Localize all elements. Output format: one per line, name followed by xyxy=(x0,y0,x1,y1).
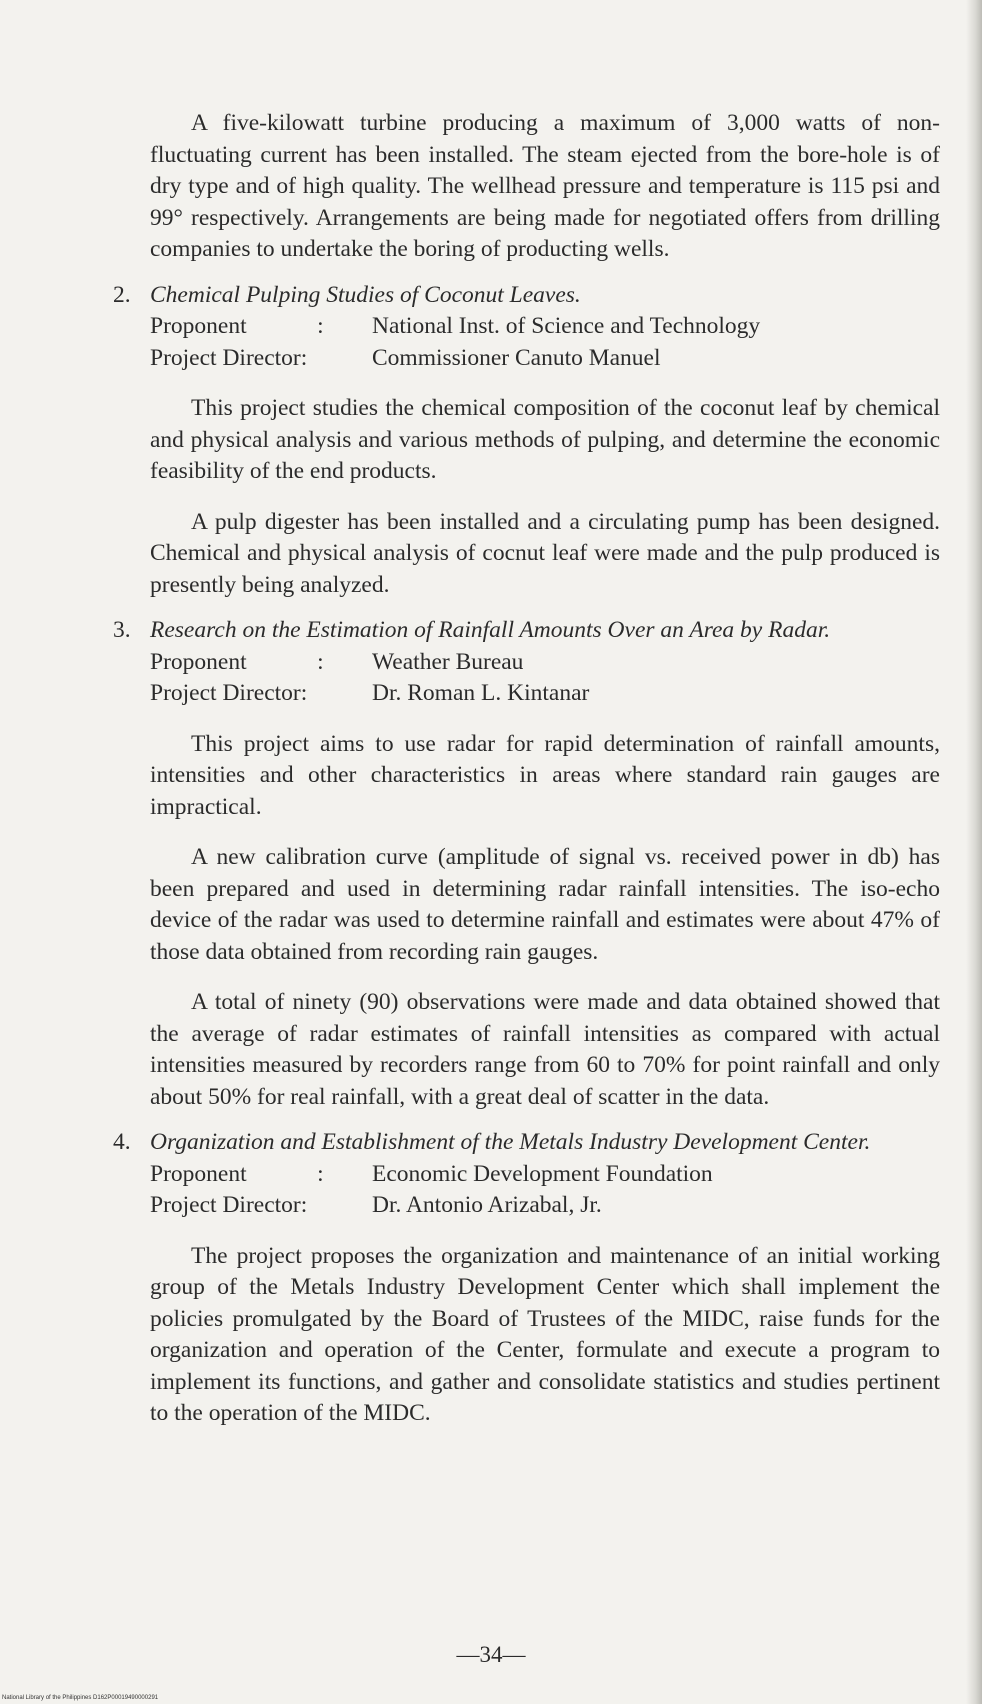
project-meta xyxy=(150,1159,940,1222)
director-value: Dr. Antonio Arizabal, Jr. xyxy=(372,1192,602,1218)
footer-identifier: National Library of the Philippines D162P00019490000291 xyxy=(2,1695,159,1701)
director-value: Dr. Roman L. Kintanar xyxy=(372,680,590,706)
item-number: 3. xyxy=(113,617,131,643)
director-label: Project Director: xyxy=(150,344,308,371)
project-paragraph: A total of ninety (90) observations were made and data obtained showed that the average of radar estimates of rainfall intensities as compared with actual intensities measured by recorders range from 60 to 70% for point rainfall and only about 50% for real rainfall, with a great deal of scatter in the data. xyxy=(150,989,940,1110)
project-paragraph: This project studies the chemical composition of the coconut leaf by chemical and physical analysis and various methods of pulping, and determine the economic feasibility of the end products. xyxy=(150,395,940,484)
proponent-value: National Inst. of Science and Technology xyxy=(372,313,761,339)
project-paragraph: A pulp digester has been installed and a circulating pump has been designed. Chemical and physical analysis of cocnut leaf were made and the pulp produced is presently being analyzed. xyxy=(150,508,940,598)
director-label: Project Director: xyxy=(150,680,308,706)
intro-paragraph: A five-kilowatt turbine producing a maximum of 3,000 watts of non-fluctuating current has been installed. The steam ejected from the bore-hole is of dry type and of high quality. The wellhead pressure and temperature is 115 psi and 99° respectively. Arrangements are being made for negotiated offers from drilling companies to undertake the boring of producting wells. xyxy=(150,110,940,262)
proponent-label: Proponent : xyxy=(150,313,324,339)
page-edge-shadow xyxy=(966,0,982,1704)
project-paragraph: A new calibration curve (amplitude of signal vs. received power in db) has been prepared and used in determining radar rainfall intensities. The iso-echo device of the radar was used to determine rainfall and estimates were about 47% of those data obtained from recording rain gauges. xyxy=(150,844,940,965)
project-item-3 xyxy=(113,615,940,1113)
page-number: —34— xyxy=(456,1642,526,1667)
project-paragraph: This project aims to use radar for rapid determination of rainfall amounts, intensities and other characteristics in areas where standard rain gauges are impractical. xyxy=(150,730,940,820)
proponent-label: Proponent : xyxy=(150,648,324,675)
project-item-4 xyxy=(113,1127,940,1430)
director-value: Commissioner Canuto Manuel xyxy=(372,344,661,371)
project-title: Chemical Pulping Studies of Coconut Leaves. xyxy=(150,281,581,308)
project-meta xyxy=(150,647,940,710)
project-title: Research on the Estimation of Rainfall Amounts Over an Area by Radar. xyxy=(150,617,831,643)
item-number: 4. xyxy=(113,1129,131,1155)
item-number: 2. xyxy=(113,281,131,308)
proponent-value: Economic Development Foundation xyxy=(372,1160,713,1187)
project-item-2 xyxy=(113,280,940,602)
project-paragraph: The project proposes the organization and maintenance of an initial working group of the Metals Industry Development Center which shall implement the policies promulgated by the Board of Trustees of the MIDC, raise funds for the organization and operation of the Center, formulate and execute a program to implement its functions, and gather and consolidate statistics and studies pertinent to the operation of the MIDC. xyxy=(150,1242,940,1426)
document-body xyxy=(113,108,940,1430)
director-label: Project Director: xyxy=(150,1192,308,1218)
project-meta xyxy=(150,311,940,374)
proponent-value: Weather Bureau xyxy=(372,648,524,675)
proponent-label: Proponent : xyxy=(150,1160,324,1187)
project-title: Organization and Establishment of the Metals Industry Development Center. xyxy=(150,1129,871,1155)
